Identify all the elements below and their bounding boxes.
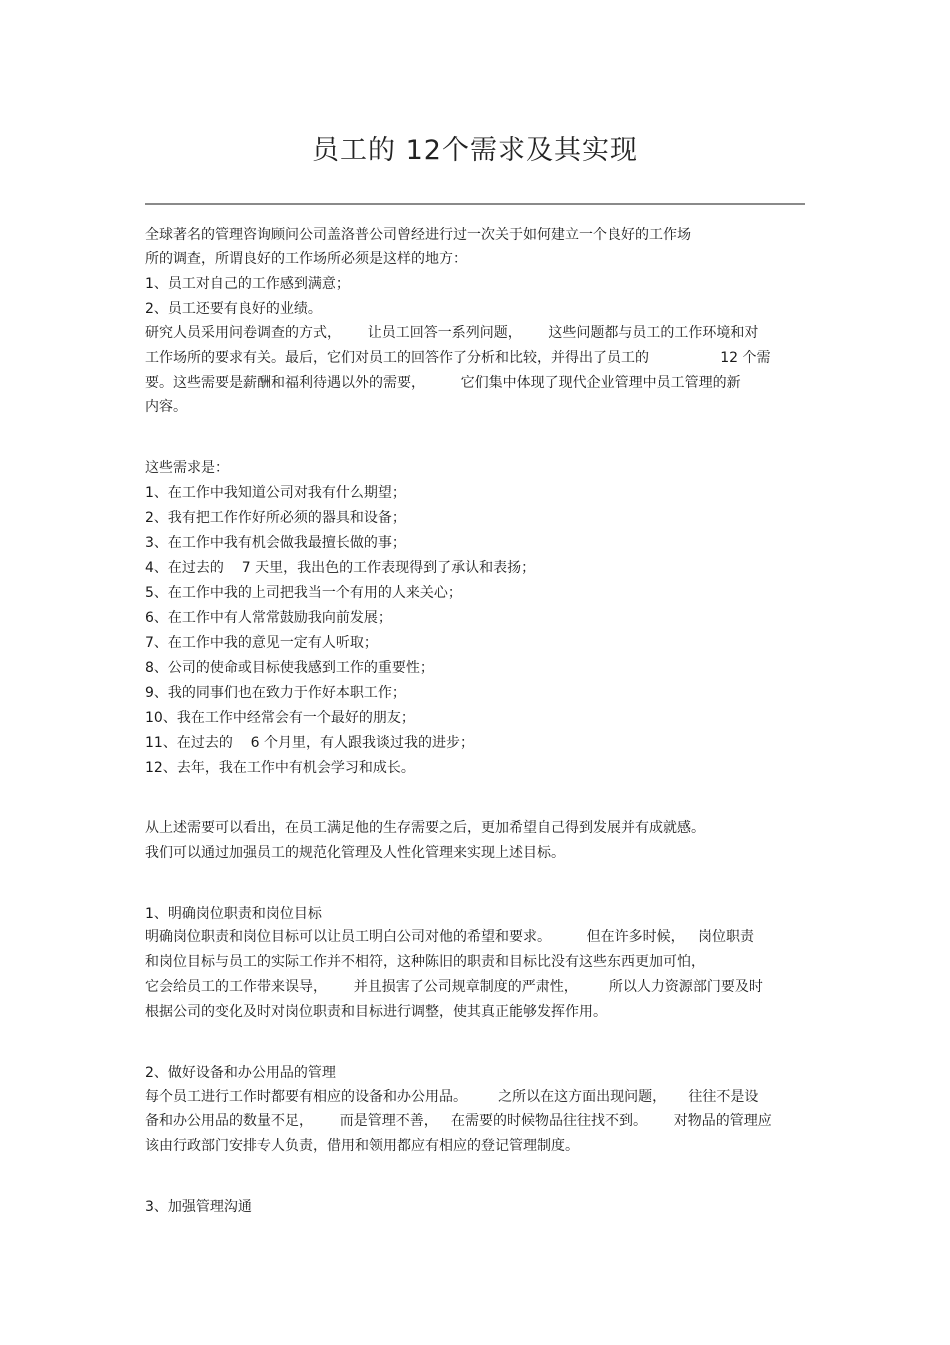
- list-item: 2、我有把工作作好所必须的器具和设备；: [145, 510, 406, 526]
- list-item: 1、在工作中我知道公司对我有什么期望；: [145, 485, 406, 501]
- intro-line: 全球著名的管理咨询顾问公司盖洛普公司曾经进行过一次关于如何建立一个良好的工作场: [145, 227, 691, 243]
- list-item: 11、在过去的 6 个月里，有人跟我谈过我的进步；: [145, 735, 474, 751]
- intro-line: 1、员工对自己的工作感到满意；: [145, 276, 350, 292]
- list-item: 12、去年，我在工作中有机会学习和成长。: [145, 760, 415, 776]
- list-item: 7、在工作中我的意见一定有人听取；: [145, 635, 378, 651]
- section-line: 和岗位目标与员工的实际工作并不相符，这种陈旧的职责和目标比没有这些东西更加可怕，: [145, 954, 705, 970]
- intro-line: 内容。: [145, 399, 187, 415]
- summary-line: 从上述需要可以看出，在员工满足他的生存需要之后，更加希望自己得到发展并有成就感。: [145, 820, 705, 836]
- list-item: 3、在工作中我有机会做我最擅长做的事；: [145, 535, 406, 551]
- section-line: 该由行政部门安排专人负责，借用和领用都应有相应的登记管理制度。: [145, 1138, 579, 1154]
- intro-line: 要。这些需要是薪酬和福利待遇以外的需要， 它们集中体现了现代企业管理中员工管理的新: [145, 375, 741, 391]
- list-item: 4、在过去的 7 天里，我出色的工作表现得到了承认和表扬；: [145, 560, 536, 576]
- summary-line: 我们可以通过加强员工的规范化管理及人性化管理来实现上述目标。: [145, 845, 565, 861]
- list-item: 10、我在工作中经常会有一个最好的朋友；: [145, 710, 415, 726]
- list-item: 5、在工作中我的上司把我当一个有用的人来关心；: [145, 585, 462, 601]
- list-item: 8、公司的使命或目标使我感到工作的重要性；: [145, 660, 434, 676]
- intro-line: 2、员工还要有良好的业绩。: [145, 301, 322, 317]
- intro-line: 工作场所的要求有关。最后，它们对员工的回答作了分析和比较，并得出了员工的 12 个需: [145, 350, 771, 366]
- section-line: 每个员工进行工作时都要有相应的设备和办公用品。 之所以在这方面出现问题， 往往不是设: [145, 1089, 759, 1105]
- list-item: 9、我的同事们也在致力于作好本职工作；: [145, 685, 406, 701]
- section-line: 备和办公用品的数量不足， 而是管理不善， 在需要的时候物品往往找不到。 对物品的管理应: [145, 1113, 772, 1129]
- section-line: 明确岗位职责和岗位目标可以让员工明白公司对他的希望和要求。 但在许多时候， 岗位职责: [145, 929, 754, 945]
- section-heading: 1、明确岗位职责和岗位目标: [145, 906, 322, 922]
- section-line: 它会给员工的工作带来误导， 并且损害了公司规章制度的严肃性， 所以人力资源部门要及时: [145, 979, 763, 995]
- page-title: 员工的 12个需求及其实现: [312, 135, 638, 166]
- section-heading: 3、加强管理沟通: [145, 1199, 252, 1215]
- intro-line: 研究人员采用问卷调查的方式， 让员工回答一系列问题， 这些问题都与员工的工作环境和对: [145, 325, 759, 341]
- intro-line: 所的调查，所谓良好的工作场所必须是这样的地方：: [145, 251, 467, 267]
- title-divider: [145, 203, 805, 205]
- section-line: 根据公司的变化及时对岗位职责和目标进行调整，使其真正能够发挥作用。: [145, 1004, 607, 1020]
- needs-heading: 这些需求是：: [145, 460, 229, 476]
- list-item: 6、在工作中有人常常鼓励我向前发展；: [145, 610, 392, 626]
- section-heading: 2、做好设备和办公用品的管理: [145, 1065, 336, 1081]
